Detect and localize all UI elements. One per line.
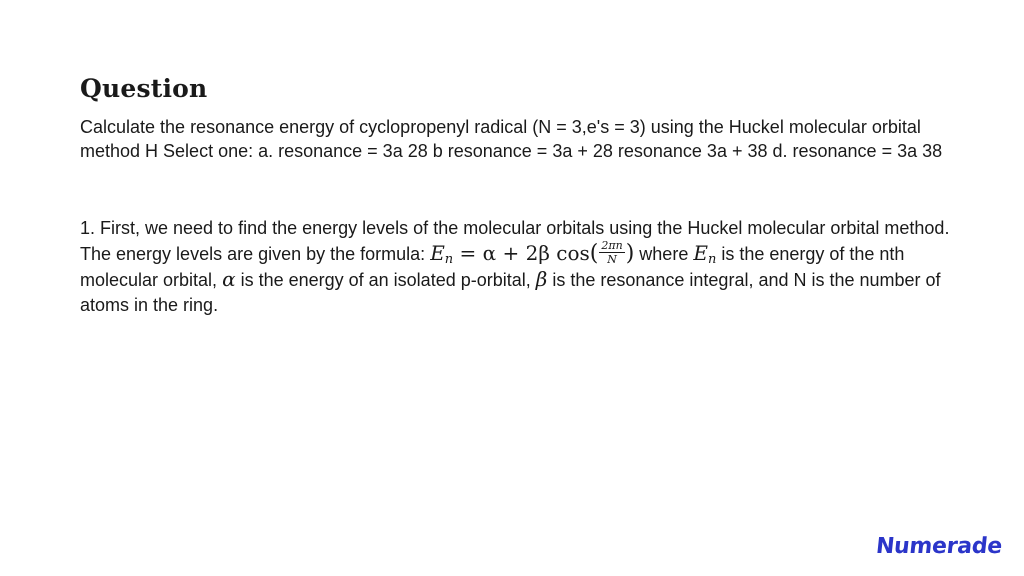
alpha-symbol: α — [222, 267, 236, 291]
question-heading: Question — [80, 74, 208, 103]
solution-step-1 — [80, 216, 960, 318]
energy-formula: $E_n = \alpha + 2\beta$ cos( $\frac{2\pi n}{N}$ ) — [430, 239, 635, 267]
var-en-sub: n — [707, 252, 717, 267]
step-text-part5: is the resonance integral, and N is the number of atoms in the ring. — [80, 270, 941, 315]
formula-rhs-prefix: = α + 2β — [453, 241, 557, 265]
numerade-logo[interactable]: Numerade — [874, 534, 1004, 559]
formula-lhs-sub: n — [444, 252, 454, 267]
fraction-denominator: N — [607, 253, 617, 266]
formula-cos: cos — [556, 241, 590, 265]
formula-lhs: E — [430, 241, 445, 265]
beta-symbol: β — [535, 267, 548, 291]
energy-variable — [693, 241, 716, 265]
step-text-part4: is the energy of an isolated p-orbital, — [235, 270, 536, 290]
fraction-numerator: 2πn — [601, 239, 623, 252]
question-text: Calculate the resonance energy of cyclopropenyl radical (N = 3,e's = 3) using the Huckel molecular orbital method H Select one: a. resonance = 3a 28 b resonance = 3a + 28 resonance 3a + 38 d. resonance = 3a 38 — [80, 117, 943, 161]
step-text-part2: where — [634, 244, 694, 264]
var-en: E — [693, 241, 708, 265]
formula-fraction — [599, 240, 624, 265]
step-text-part3: is the energy of the nth molecular orbital, — [80, 244, 905, 290]
step-text-part1: 1. First, we need to find the energy levels of the molecular orbitals using the Huckel molecular orbital method. The energy levels are given by the formula: — [80, 218, 950, 264]
